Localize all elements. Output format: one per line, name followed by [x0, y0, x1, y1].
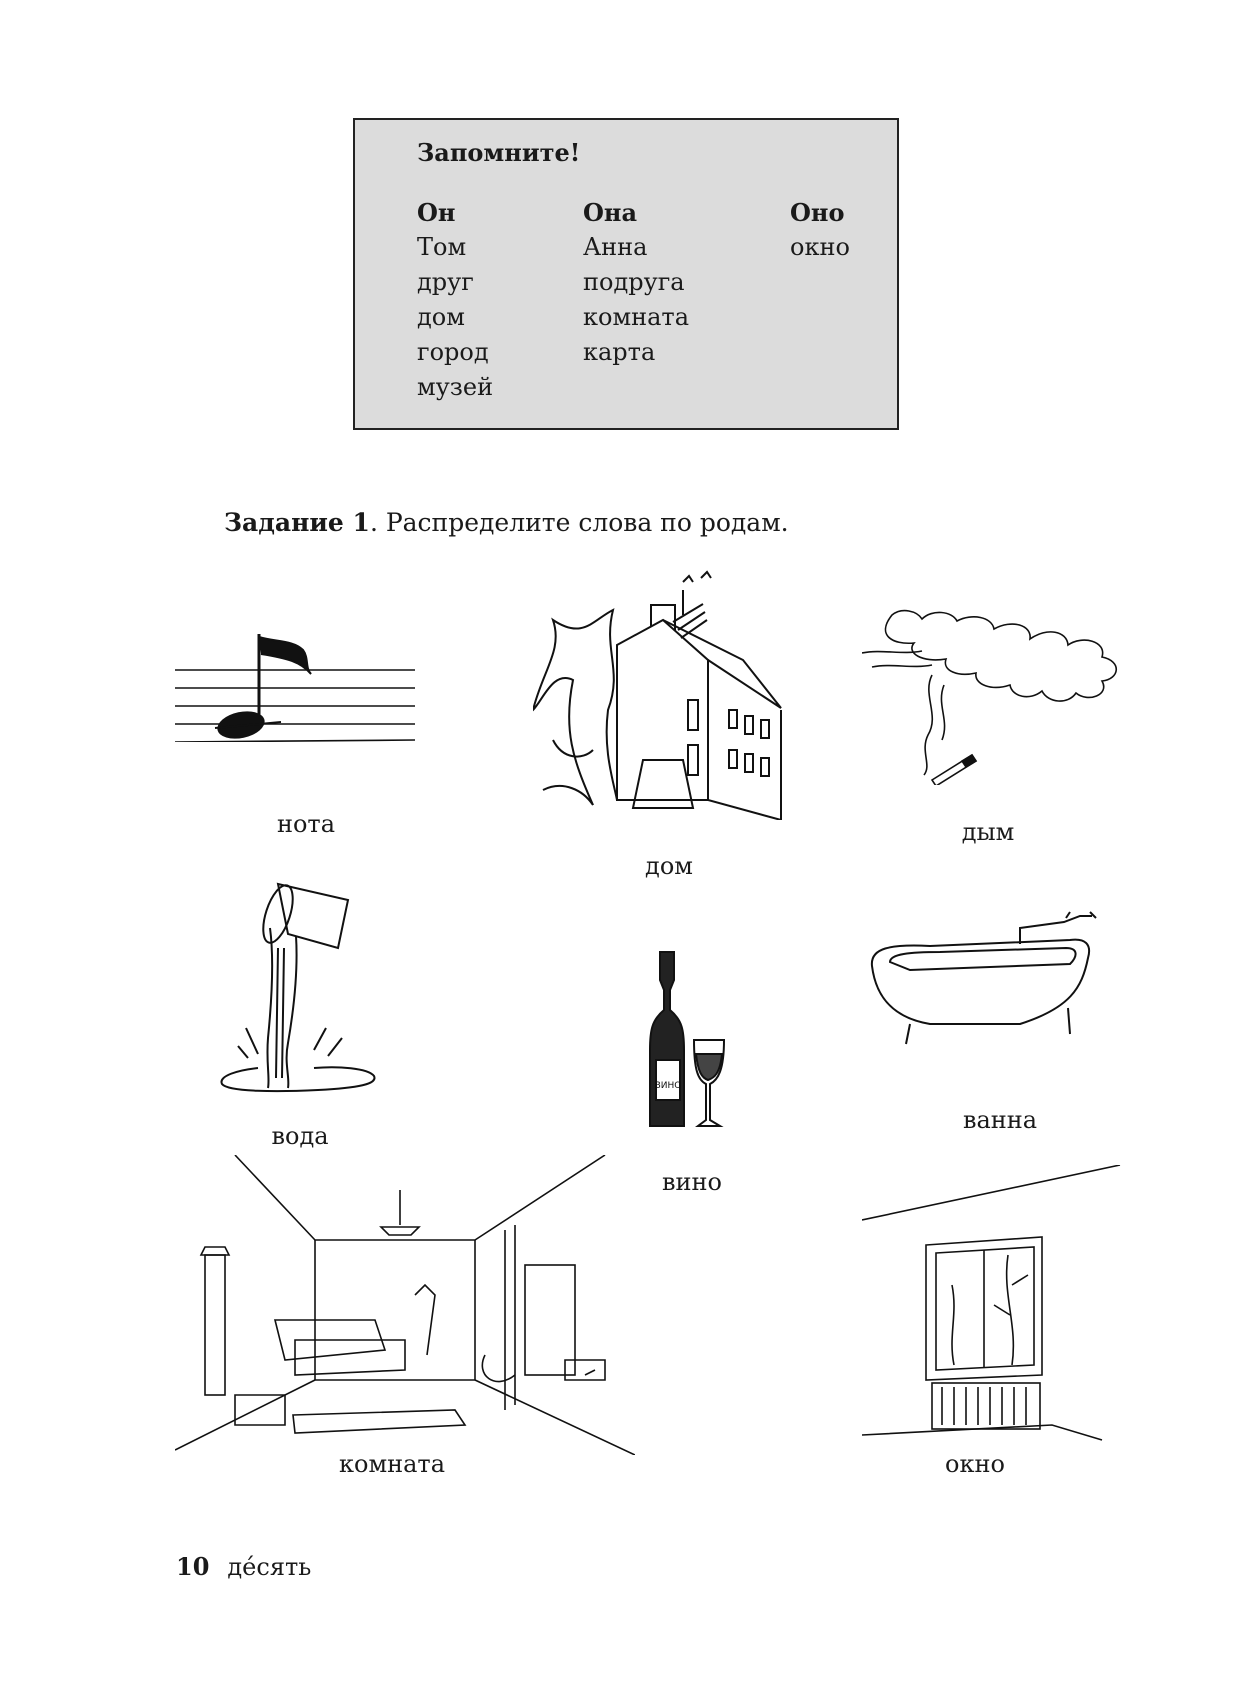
caption-okno: окно	[945, 1450, 1005, 1478]
word: карта	[583, 338, 656, 366]
room-icon	[175, 1155, 635, 1455]
wine-bottle-icon	[648, 950, 730, 1130]
house-icon	[533, 560, 793, 820]
task-text: . Распределите слова по родам.	[369, 508, 789, 537]
water-bucket-icon	[218, 878, 383, 1098]
remember-title: Запомните!	[417, 138, 581, 167]
caption-vino: вино	[662, 1168, 722, 1196]
caption-nota: нота	[276, 810, 336, 838]
page-word: де́сять	[227, 1553, 312, 1581]
page-number: 10	[176, 1552, 210, 1581]
word: подруга	[583, 268, 685, 296]
caption-komnata: комната	[338, 1450, 446, 1478]
column-feminine	[583, 195, 689, 370]
page-footer	[176, 1552, 311, 1581]
word: Анна	[583, 233, 648, 261]
caption-dym: дым	[961, 818, 1015, 846]
word: друг	[417, 268, 474, 296]
bathtub-icon	[870, 908, 1105, 1058]
column-header: Она	[583, 198, 638, 227]
task-heading	[224, 508, 789, 537]
word: дом	[417, 303, 465, 331]
task-label: Задание 1	[224, 508, 370, 537]
word: город	[417, 338, 489, 366]
column-header: Он	[417, 198, 456, 227]
column-header: Оно	[790, 198, 845, 227]
window-icon	[862, 1165, 1122, 1450]
word: окно	[790, 233, 850, 261]
caption-dom: дом	[645, 852, 693, 880]
column-neuter	[790, 195, 850, 265]
caption-voda: вода	[271, 1122, 329, 1150]
word: музей	[417, 373, 494, 401]
smoke-cigarette-icon	[862, 605, 1127, 785]
word: комната	[583, 303, 690, 331]
bottle-label: ВИНО	[654, 1081, 682, 1091]
caption-vanna: ванна	[962, 1106, 1038, 1134]
word: Том	[417, 233, 467, 261]
music-note-icon	[175, 632, 420, 742]
column-masculine	[417, 195, 493, 405]
remember-box	[353, 118, 899, 430]
